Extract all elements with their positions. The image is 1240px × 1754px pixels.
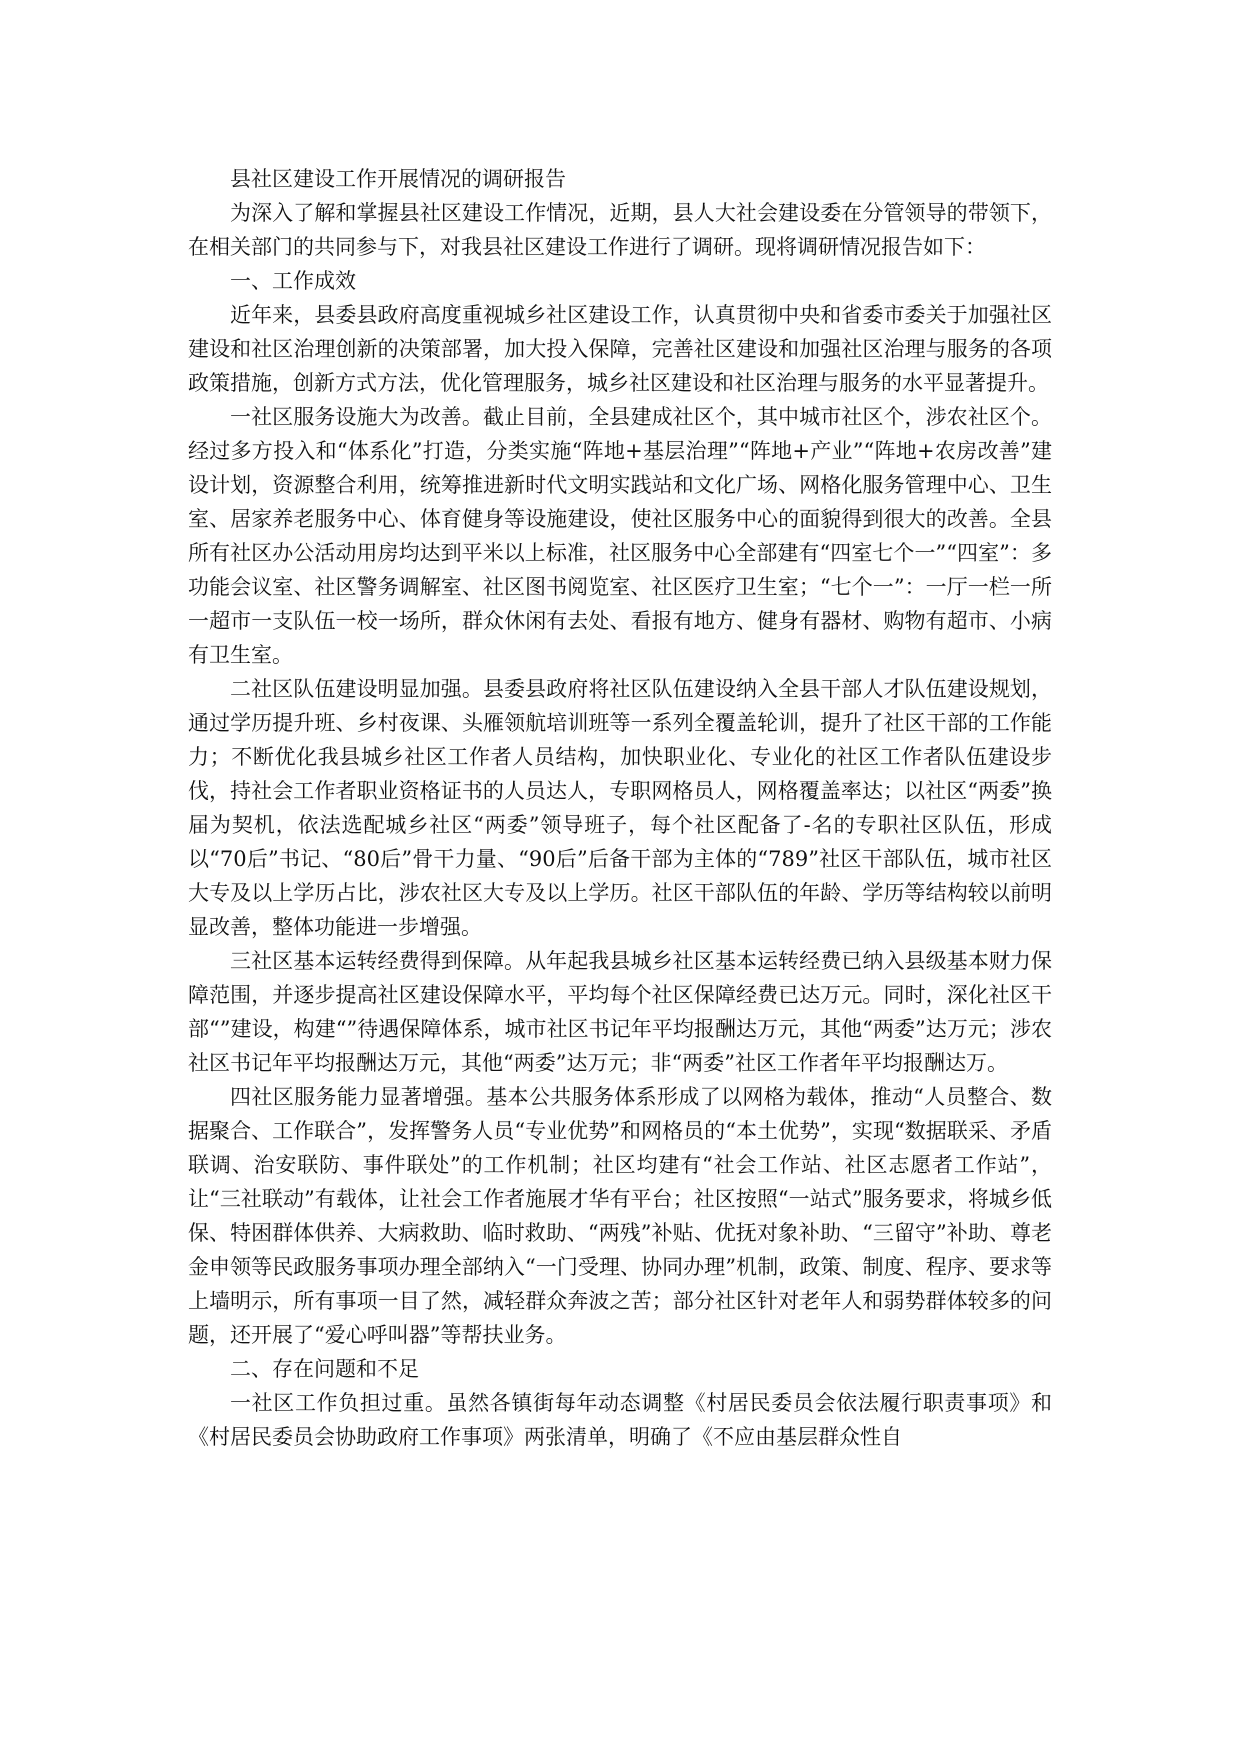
paragraph-facilities: 一社区服务设施大为改善。截止目前，全县建成社区个，其中城市社区个，涉农社区个。经过多方投入和“体系化”打造，分类实施“阵地+基层治理”“阵地+产业”“阵地+农房改善”建设计划，资源整合利用，统筹推进新时代文明实践站和文化广场、网格化服务管理中心、卫生室、居家养老服务中心、体育健身等设施建设，使社区服务中心的面貌得到很大的改善。全县所有社区办公活动用房均达到平米以上标准，社区服务中心全部建有“四室七个一”“四室”：多功能会议室、社区警务调解室、社区图书阅览室、社区医疗卫生室；“七个一”：一厅一栏一所一超市一支队伍一校一场所，群众休闲有去处、看报有地方、健身有器材、购物有超市、小病有卫生室。 (188, 405, 1052, 667)
section-heading-achievements: 一、工作成效 (230, 269, 356, 293)
paragraph-intro: 为深入了解和掌握县社区建设工作情况，近期，县人大社会建设委在分管领导的带领下，在相关部门的共同参与下，对我县社区建设工作进行了调研。现将调研情况报告如下： (188, 201, 1052, 259)
paragraph-overview: 近年来，县委县政府高度重视城乡社区建设工作，认真贯彻中央和省委市委关于加强社区建设和社区治理创新的决策部署，加大投入保障，完善社区建设和加强社区治理与服务的各项政策措施，创新方式方法，优化管理服务，城乡社区建设和社区治理与服务的水平显著提升。 (188, 303, 1052, 395)
paragraph-workload: 一社区工作负担过重。虽然各镇街每年动态调整《村居民委员会依法履行职责事项》和《村居民委员会协助政府工作事项》两张清单，明确了《不应由基层群众性自 (188, 1391, 1052, 1449)
paragraph-funding: 三社区基本运转经费得到保障。从年起我县城乡社区基本运转经费已纳入县级基本财力保障范围，并逐步提高社区建设保障水平，平均每个社区保障经费已达万元。同时，深化社区干部“”建设，构建“”待遇保障体系，城市社区书记年平均报酬达万元，其他“两委”达万元；涉农社区书记年平均报酬达万元，其他“两委”达万元；非“两委”社区工作者年平均报酬达万。 (188, 949, 1052, 1075)
section-heading-problems: 二、存在问题和不足 (230, 1357, 419, 1381)
paragraph-team: 二社区队伍建设明显加强。县委县政府将社区队伍建设纳入全县干部人才队伍建设规划，通过学历提升班、乡村夜课、头雁领航培训班等一系列全覆盖轮训，提升了社区干部的工作能力；不断优化我县城乡社区工作者人员结构，加快职业化、专业化的社区工作者队伍建设步伐，持社会工作者职业资格证书的人员达人，专职网格员人，网格覆盖率达；以社区“两委”换届为契机，依法选配城乡社区“两委”领导班子，每个社区配备了-名的专职社区队伍，形成以“70后”书记、“80后”骨干力量、“90后”后备干部为主体的“789”社区干部队伍，城市社区大专及以上学历占比，涉农社区大专及以上学历。社区干部队伍的年龄、学历等结构较以前明显改善，整体功能进一步增强。 (188, 677, 1052, 939)
document-body (188, 162, 1052, 1454)
document-title: 县社区建设工作开展情况的调研报告 (230, 167, 566, 191)
paragraph-service-capacity: 四社区服务能力显著增强。基本公共服务体系形成了以网格为载体，推动“人员整合、数据聚合、工作联合”，发挥警务人员“专业优势”和网格员的“本土优势”，实现“数据联采、矛盾联调、治安联防、事件联处”的工作机制；社区均建有“社会工作站、社区志愿者工作站”，让“三社联动”有载体，让社会工作者施展才华有平台；社区按照“一站式”服务要求，将城乡低保、特困群体供养、大病救助、临时救助、“两残”补贴、优抚对象补助、“三留守”补助、尊老金申领等民政服务事项办理全部纳入“一门受理、协同办理”机制，政策、制度、程序、要求等上墙明示，所有事项一目了然，减轻群众奔波之苦；部分社区针对老年人和弱势群体较多的问题，还开展了“爱心呼叫器”等帮扶业务。 (188, 1085, 1052, 1347)
